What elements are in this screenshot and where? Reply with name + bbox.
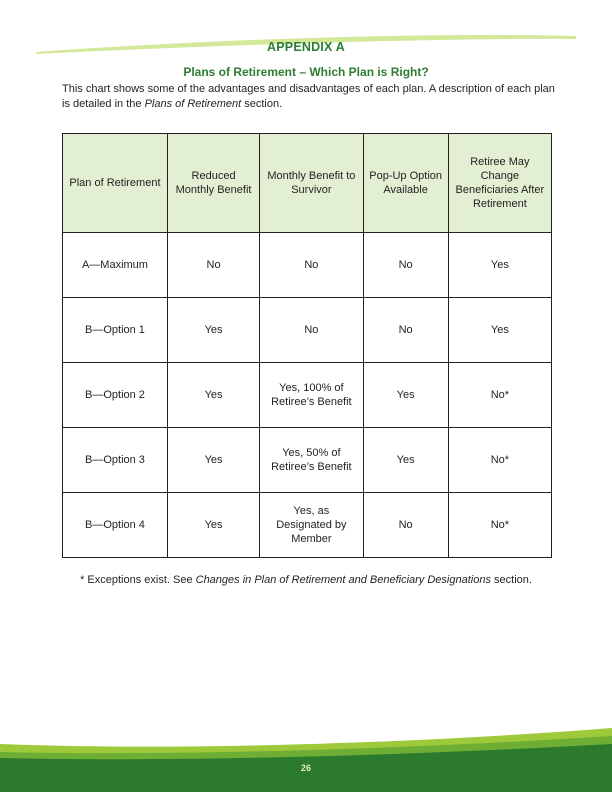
table-row <box>63 233 552 298</box>
cell-popup: No <box>363 493 448 558</box>
cell-reduced: Yes <box>167 363 259 428</box>
cell-change: Yes <box>448 233 551 298</box>
table-row <box>63 298 552 363</box>
cell-change: No* <box>448 428 551 493</box>
cell-change: No* <box>448 363 551 428</box>
cell-reduced: Yes <box>167 493 259 558</box>
cell-survivor: No <box>260 233 363 298</box>
intro-paragraph <box>62 82 562 112</box>
header-reduced-monthly-benefit: Reduced Monthly Benefit <box>167 134 259 233</box>
intro-emphasis: Plans of Retirement <box>144 98 242 110</box>
footnote-emphasis: Changes in Plan of Retirement and Beneficiary Designations <box>195 574 491 586</box>
cell-popup: No <box>363 233 448 298</box>
cell-survivor: Yes, as Designated by Member <box>260 493 363 558</box>
plans-table <box>62 133 552 558</box>
cell-reduced: Yes <box>167 428 259 493</box>
intro-text-end: section. <box>241 98 283 110</box>
table-header-row <box>63 134 552 233</box>
page-subtitle: Plans of Retirement – Which Plan is Right? <box>183 65 429 79</box>
header-plan-of-retirement: Plan of Retirement <box>63 134 168 233</box>
footnote <box>0 574 612 586</box>
table-row <box>63 428 552 493</box>
cell-reduced: No <box>167 233 259 298</box>
appendix-title: APPENDIX A <box>267 40 345 54</box>
header-monthly-benefit-to-survivor: Monthly Benefit to Survivor <box>260 134 363 233</box>
cell-popup: Yes <box>363 428 448 493</box>
header-pop-up-option: Pop-Up Option Available <box>363 134 448 233</box>
cell-plan: B—Option 2 <box>63 363 168 428</box>
table-row <box>63 493 552 558</box>
header-change-beneficiaries: Retiree May Change Beneficiaries After Retirement <box>448 134 551 233</box>
cell-survivor: Yes, 100% of Retiree’s Benefit <box>260 363 363 428</box>
cell-plan: A—Maximum <box>63 233 168 298</box>
cell-change: No* <box>448 493 551 558</box>
footnote-text-start: * Exceptions exist. See <box>80 574 196 586</box>
cell-change: Yes <box>448 298 551 363</box>
intro-text-start: This chart shows some of the advantages and disadvantages of each plan. A description of each plan is detailed in the <box>62 83 555 110</box>
cell-survivor: No <box>260 298 363 363</box>
table-row <box>63 363 552 428</box>
cell-popup: Yes <box>363 363 448 428</box>
cell-survivor: Yes, 50% of Retiree’s Benefit <box>260 428 363 493</box>
cell-reduced: Yes <box>167 298 259 363</box>
cell-plan: B—Option 4 <box>63 493 168 558</box>
cell-plan: B—Option 3 <box>63 428 168 493</box>
page-number: 26 <box>300 763 311 773</box>
footnote-text-end: section. <box>490 574 532 586</box>
cell-popup: No <box>363 298 448 363</box>
footer-wave <box>0 720 612 792</box>
cell-plan: B—Option 1 <box>63 298 168 363</box>
